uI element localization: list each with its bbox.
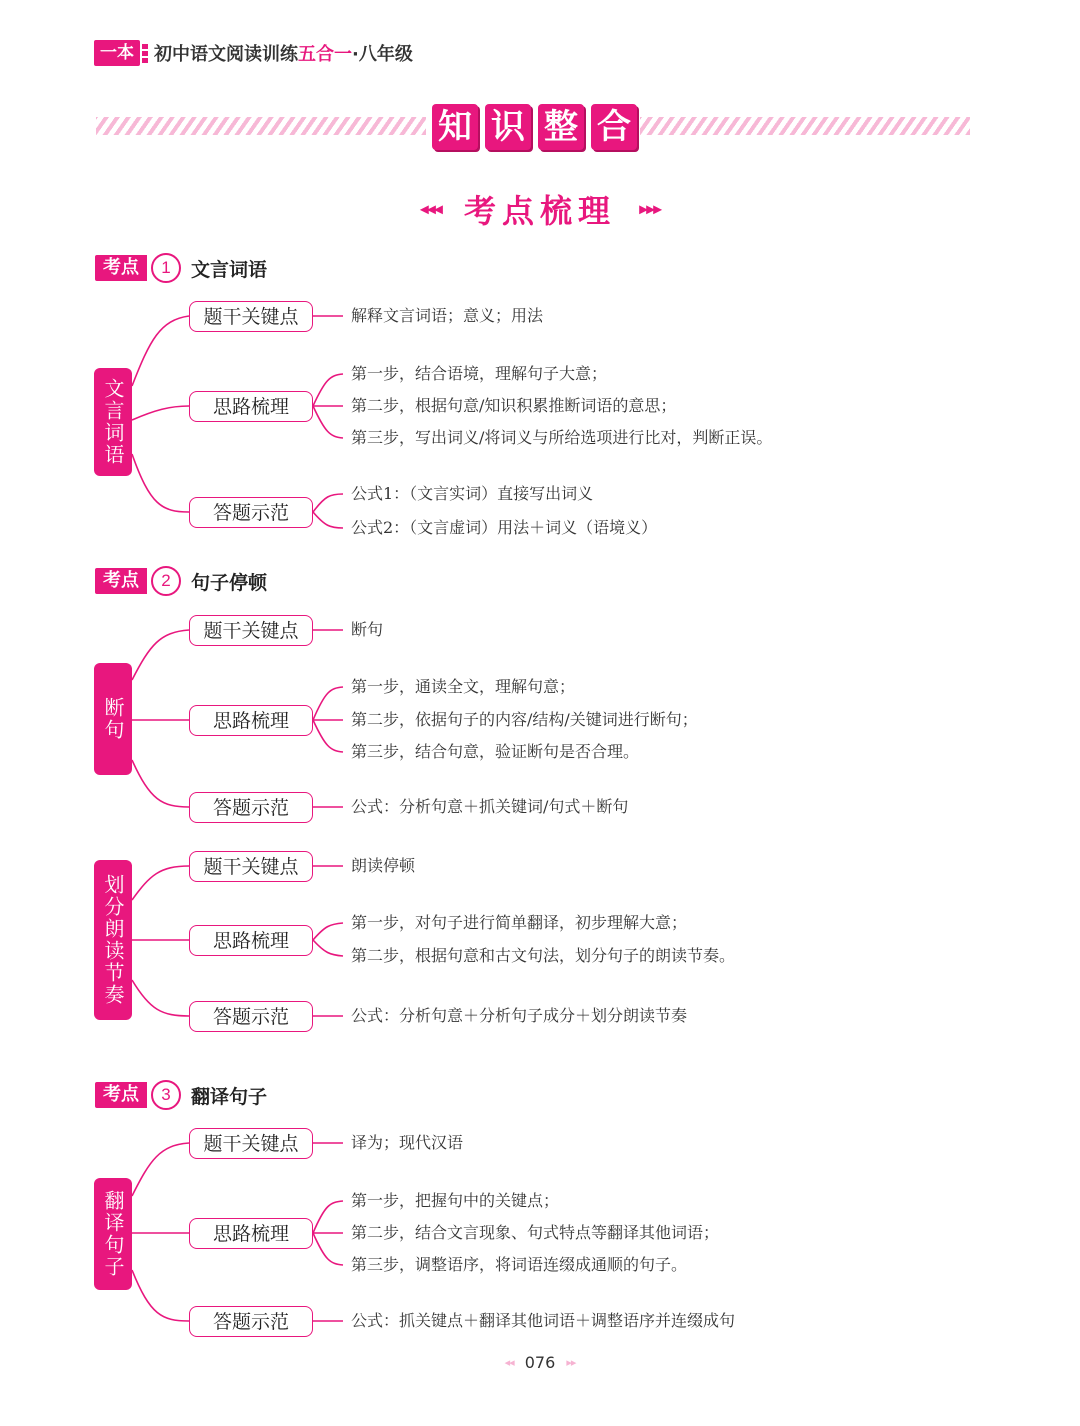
- node-text: 第一步，通读全文，理解句意；: [351, 677, 576, 696]
- node-stem-keypoint: 题干关键点: [189, 615, 313, 646]
- banner-char: 识: [485, 104, 531, 150]
- key-point-number: 2: [151, 566, 181, 596]
- section-banner: [96, 100, 970, 154]
- key-point-number: 3: [151, 1080, 181, 1110]
- node-text: 第二步，结合文言现象、句式特点等翻译其他词语；: [351, 1223, 720, 1242]
- key-point-label: 考点: [95, 255, 147, 281]
- subtitle-text: 考点梳理: [463, 192, 616, 230]
- node-text: 第三步，结合句意，验证断句是否合理。: [351, 742, 640, 761]
- node-text: 解释文言词语；意义；用法: [351, 306, 544, 325]
- node-text: 第二步，根据句意和古文句法，划分句子的朗读节奏。: [351, 946, 736, 965]
- node-approach: 思路梳理: [189, 391, 313, 422]
- key-point-number: 1: [151, 253, 181, 283]
- node-answer-model: 答题示范: [189, 792, 313, 823]
- page-number: [0, 1352, 1080, 1372]
- node-text: 公式2：（文言虚词）用法＋词义（语境义）: [351, 518, 658, 537]
- node-text: 第二步，依据句子的内容/结构/关键词进行断句；: [351, 710, 698, 729]
- node-text: 第三步，写出词义/将词义与所给选项进行比对，判断正误。: [351, 428, 773, 447]
- node-stem-keypoint: 题干关键点: [189, 301, 313, 332]
- node-text: 朗读停顿: [351, 856, 416, 875]
- node-answer-model: 答题示范: [189, 497, 313, 528]
- category-label-text: 翻译句子: [101, 1190, 125, 1278]
- category-label: [94, 860, 132, 1020]
- node-answer-model: 答题示范: [189, 1001, 313, 1032]
- node-text: 第一步，把握句中的关键点；: [351, 1191, 560, 1210]
- book-title-accent: 五合一: [298, 44, 352, 65]
- category-label-text: 文言词语: [101, 378, 125, 466]
- category-label-text: 划分朗读节奏: [101, 874, 125, 1006]
- node-approach: 思路梳理: [189, 705, 313, 736]
- key-point-title: 句子停顿: [191, 571, 268, 594]
- banner-title: [432, 104, 637, 150]
- category-label-text: 断句: [101, 697, 125, 741]
- right-arrows-icon: ▸▸: [566, 1356, 576, 1369]
- book-header: [94, 38, 413, 68]
- key-point-heading: [95, 1080, 267, 1110]
- node-text: 第一步，对句子进行简单翻译，初步理解大意；: [351, 913, 688, 932]
- node-stem-keypoint: 题干关键点: [189, 851, 313, 882]
- node-text: 断句: [351, 620, 384, 639]
- banner-char: 知: [432, 104, 478, 150]
- banner-char: 整: [538, 104, 584, 150]
- key-point-label: 考点: [95, 568, 147, 594]
- node-text: 公式：分析句意＋分析句子成分＋划分朗读节奏: [351, 1006, 688, 1025]
- node-text: 第一步，结合语境，理解句子大意；: [351, 364, 608, 383]
- node-text: 公式：抓关键点＋翻译其他词语＋调整语序并连缀成句: [351, 1311, 736, 1330]
- logo-mark: [142, 43, 148, 64]
- left-arrows-icon: ◂◂◂: [419, 198, 441, 220]
- banner-char: 合: [591, 104, 637, 150]
- key-point-title: 文言词语: [191, 258, 268, 281]
- book-title: [154, 40, 413, 66]
- book-title-grade: ·八年级: [352, 44, 413, 65]
- key-point-label: 考点: [95, 1082, 147, 1108]
- category-label: [94, 663, 132, 775]
- key-point-heading: [95, 253, 267, 283]
- publisher-logo: 一本: [94, 40, 140, 66]
- category-label: [94, 368, 132, 476]
- page-subtitle: [0, 186, 1080, 232]
- node-answer-model: 答题示范: [189, 1306, 313, 1337]
- node-stem-keypoint: 题干关键点: [189, 1128, 313, 1159]
- banner-stripe-left: [96, 117, 426, 135]
- book-title-main: 初中语文阅读训练: [154, 44, 298, 65]
- banner-stripe-right: [640, 117, 970, 135]
- page-number-text: 076: [524, 1353, 556, 1372]
- category-label: [94, 1178, 132, 1290]
- node-text: 第二步，根据句意/知识积累推断词语的意思；: [351, 396, 677, 415]
- left-arrows-icon: ◂◂: [504, 1356, 514, 1369]
- node-text: 第三步，调整语序，将词语连缀成通顺的句子。: [351, 1255, 688, 1274]
- node-approach: 思路梳理: [189, 1218, 313, 1249]
- key-point-title: 翻译句子: [191, 1085, 268, 1108]
- node-text: 公式1：（文言实词）直接写出词义: [351, 484, 594, 503]
- node-approach: 思路梳理: [189, 925, 313, 956]
- right-arrows-icon: ▸▸▸: [639, 198, 661, 220]
- key-point-heading: [95, 566, 267, 596]
- node-text: 译为；现代汉语: [351, 1133, 464, 1152]
- node-text: 公式：分析句意＋抓关键词/句式＋断句: [351, 797, 629, 816]
